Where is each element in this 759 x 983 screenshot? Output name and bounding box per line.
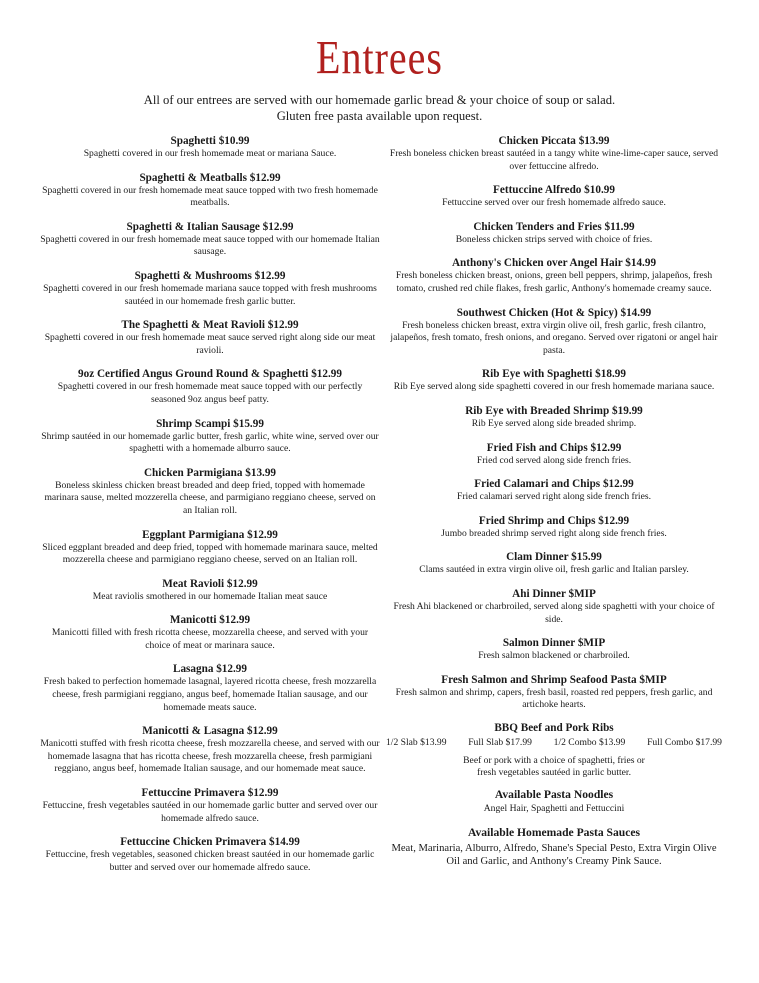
menu-item-name: Fettuccine Primavera $12.99: [141, 787, 279, 800]
menu-item: [386, 404, 722, 431]
menu-item: [386, 306, 722, 358]
menu-item-name: Lasagna $12.99: [173, 663, 247, 676]
menu-item-description: Fresh salmon blackened or charbroiled.: [478, 650, 630, 662]
menu-item-description: Fettuccine, fresh vegetables sautéed in our homemade garlic butter and served over our homemade alfredo sauce.: [42, 800, 378, 824]
menu-item-description: Jumbo breaded shrimp served right along side french fries.: [441, 527, 667, 539]
menu-item-name: Spaghetti & Italian Sausage $12.99: [126, 220, 294, 233]
menu-item-name: Eggplant Parmigiana $12.99: [142, 528, 278, 541]
menu-item: [40, 367, 380, 406]
menu-item-name: Rib Eye with Spaghetti $18.99: [482, 368, 626, 381]
menu-item-name: Fettuccine Alfredo $10.99: [493, 184, 615, 197]
intro-line-2: Gluten free pasta available upon request.: [276, 109, 483, 123]
menu-item: [386, 441, 722, 468]
menu-item-description: Clams sautéed in extra virgin olive oil, fresh garlic and Italian parsley.: [419, 564, 689, 576]
menu-item-name: Rib Eye with Breaded Shrimp $19.99: [465, 404, 643, 417]
menu-item-description: Boneless skinless chicken breast breaded and deep fried, topped with homemade marinara sause, melted mozzerella cheese, and parmigiano reggiano cheese, served on an Italian roll.: [44, 479, 376, 516]
menu-item: [40, 134, 380, 161]
menu-item-description: Fried cod served along side french fries.: [476, 454, 632, 466]
menu-item-description: Beef or pork with a choice of spaghetti, fries or fresh vegetables sautéed in garlic butter.: [463, 754, 645, 779]
section-text: Angel Hair, Spaghetti and Fettuccini: [483, 803, 625, 815]
menu-item-description: Fresh Ahi blackened or charbroiled, served along side spaghetti with your choice of side.: [393, 600, 715, 625]
menu-item-name: Spaghetti & Mushrooms $12.99: [134, 269, 286, 282]
menu-item-name: Manicotti $12.99: [169, 614, 251, 627]
menu-item-description: Manicotti stuffed with fresh ricotta cheese, fresh mozzarella cheese, and served with our homemade lasagna that has ricotta cheese, fresh mozzarella cheese, fresh parmigiani reggiano, angus beef, homemade Italian sausage, and our homemade meat sauce.: [40, 738, 380, 775]
menu-item-name: Fettuccine Chicken Primavera $14.99: [120, 836, 300, 849]
menu-item-description: Shrimp sautéed in our homemade garlic butter, fresh garlic, white wine, served over our spaghetti with a homemade alburro sauce.: [41, 430, 379, 455]
ribs-option: Full Combo $17.99: [647, 736, 722, 748]
menu-item-name: Ahi Dinner $MIP: [512, 587, 596, 600]
ribs-option: 1/2 Combo $13.99: [553, 736, 626, 748]
menu-item-description: Manicotti filled with fresh ricotta cheese, mozzarella cheese, and served with your choice of meat or marinara sauce.: [51, 627, 369, 651]
menu-item: [386, 587, 722, 626]
menu-item: [40, 220, 380, 259]
intro-text: [0, 92, 759, 124]
menu-item-name: Fresh Salmon and Shrimp Seafood Pasta $MIP: [441, 673, 667, 686]
menu-item: [386, 220, 722, 247]
page-title: Entrees: [316, 30, 443, 85]
menu-item: [386, 134, 722, 173]
menu-item-description: Meat raviolis smothered in our homemade Italian meat sauce: [92, 590, 328, 602]
menu-item-description: Fresh baked to perfection homemade lasagnal, layered ricotta cheese, fresh mozzarella cheese, fresh parmigiani reggiano, angus beef, homemade Italian sausage, and our homemade meats sauce.: [43, 676, 377, 713]
menu-item: [40, 466, 380, 518]
menu-item-name: Fried Shrimp and Chips $12.99: [478, 514, 630, 527]
menu-item-description: Boneless chicken strips served with choice of fries.: [455, 233, 653, 245]
menu-item: [386, 256, 722, 295]
menu-item: [386, 514, 722, 541]
menu-item-description: Rib Eye served along side breaded shrimp.: [471, 417, 637, 429]
section-text: Meat, Marinaria, Alburro, Alfredo, Shane's Special Pesto, Extra Virgin Olive Oil and Garlic, and Anthony's Creamy Pink Sauce.: [391, 842, 717, 868]
ribs-option: 1/2 Slab $13.99: [386, 736, 447, 748]
menu-item: [386, 367, 722, 394]
menu-item-name: Salmon Dinner $MIP: [502, 637, 606, 650]
menu-item-name: Spaghetti $10.99: [170, 135, 250, 147]
menu-item-name: Manicotti & Lasagna $12.99: [142, 725, 278, 738]
menu-item-description: Spaghetti covered in our fresh homemade meat sauce topped with two fresh homemade meatballs.: [42, 184, 378, 209]
menu-item: [386, 636, 722, 663]
menu-item-description: Fresh boneless chicken breast sautéed in a tangy white wine-lime-caper sauce, served over fettuccine alfredo.: [389, 148, 719, 172]
intro-line-1: All of our entrees are served with our homemade garlic bread & your choice of soup or salad.: [143, 93, 616, 107]
section-heading: Available Homemade Pasta Sauces: [467, 825, 641, 839]
menu-item-description: Fresh boneless chicken breast, extra virgin olive oil, fresh garlic, fresh cilantro, jalapeños, fresh tomato, fresh onions, and oregano. Served over rigatoni or angel hair pasta.: [390, 319, 718, 356]
menu-item-description: Spaghetti covered in our fresh homemade mariana sauce topped with fresh mushrooms sautéed in our homemade fresh garlic butter.: [43, 282, 377, 307]
section-heading: Available Pasta Noodles: [494, 788, 614, 802]
menu-item-name: BBQ Beef and Pork Ribs: [494, 721, 614, 734]
right-menu-column: [386, 134, 722, 869]
menu-item-description: Fried calamari served right along side french fries.: [457, 491, 651, 503]
menu-item: [40, 318, 380, 357]
left-menu-column: [40, 134, 380, 874]
menu-item-name: Anthony's Chicken over Angel Hair $14.99: [451, 257, 657, 270]
menu-item: [386, 477, 722, 504]
menu-item-description: Spaghetti covered in our fresh homemade meat sauce topped with our perfectly seasoned 9oz angus beef patty.: [57, 381, 363, 405]
menu-item: [40, 417, 380, 456]
menu-item: [40, 662, 380, 714]
pasta-noodles-section: [386, 788, 722, 816]
menu-item: [40, 528, 380, 567]
menu-item: [386, 550, 722, 577]
menu-item-name: Shrimp Scampi $15.99: [156, 417, 264, 430]
menu-item: [40, 613, 380, 652]
menu-item-name: The Spaghetti & Meat Ravioli $12.99: [121, 319, 299, 332]
ribs-option: Full Slab $17.99: [468, 736, 532, 748]
menu-item-bbq-ribs: [386, 721, 722, 780]
ribs-price-options: [386, 736, 722, 749]
menu-item-description: Spaghetti covered in our fresh homemade meat sauce topped with our homemade Italian sausage.: [40, 233, 380, 258]
menu-item: [386, 673, 722, 712]
menu-item-name: Chicken Piccata $13.99: [498, 135, 610, 147]
menu-item-description: Rib Eye served along side spaghetti covered in our fresh homemade mariana sauce.: [393, 381, 715, 393]
menu-item-name: 9oz Certified Angus Ground Round & Spaghetti $12.99: [78, 368, 342, 381]
menu-item-description: Sliced eggplant breaded and deep fried, topped with homemade marinara sauce, melted mozzerella cheese and parmigiano reggiano cheese, served on an Italian roll.: [42, 541, 378, 566]
menu-item-name: Chicken Parmigiana $13.99: [143, 466, 277, 479]
menu-item-name: Fried Calamari and Chips $12.99: [474, 478, 634, 491]
menu-item-description: Spaghetti covered in our fresh homemade meat or mariana Sauce.: [83, 148, 337, 159]
menu-item-name: Chicken Tenders and Fries $11.99: [473, 220, 635, 233]
menu-item-name: Spaghetti & Meatballs $12.99: [139, 171, 281, 184]
menu-item: [40, 269, 380, 308]
menu-item-name: Fried Fish and Chips $12.99: [486, 441, 622, 454]
menu-item: [40, 724, 380, 776]
menu-item: [40, 786, 380, 825]
menu-item: [40, 835, 380, 874]
menu-item-name: Southwest Chicken (Hot & Spicy) $14.99: [456, 306, 652, 319]
menu-item: [40, 171, 380, 210]
menu-item-description: Spaghetti covered in our fresh homemade meat sauce served right along side our meat ravioli.: [44, 332, 376, 356]
menu-item-description: Fettuccine served over our fresh homemade alfredo sauce.: [442, 197, 666, 209]
menu-item: [386, 183, 722, 210]
menu-item-name: Clam Dinner $15.99: [506, 551, 602, 564]
menu-item-description: Fresh salmon and shrimp, capers, fresh basil, roasted red peppers, fresh garlic, and artichoke hearts.: [395, 686, 713, 711]
menu-item-name: Meat Ravioli $12.99: [162, 577, 258, 590]
menu-item: [40, 577, 380, 604]
menu-item-description: Fettuccine, fresh vegetables, seasoned chicken breast sautéed in our homemade garlic butter and served over our homemade alfredo sauce.: [45, 849, 375, 873]
menu-item-description: Fresh boneless chicken breast, onions, green bell peppers, shrimp, jalapeños, fresh tomato, crushed red chile flakes, fresh garlic, Anthony's homemade creamy sauce.: [395, 270, 713, 294]
pasta-sauces-section: [386, 826, 722, 869]
